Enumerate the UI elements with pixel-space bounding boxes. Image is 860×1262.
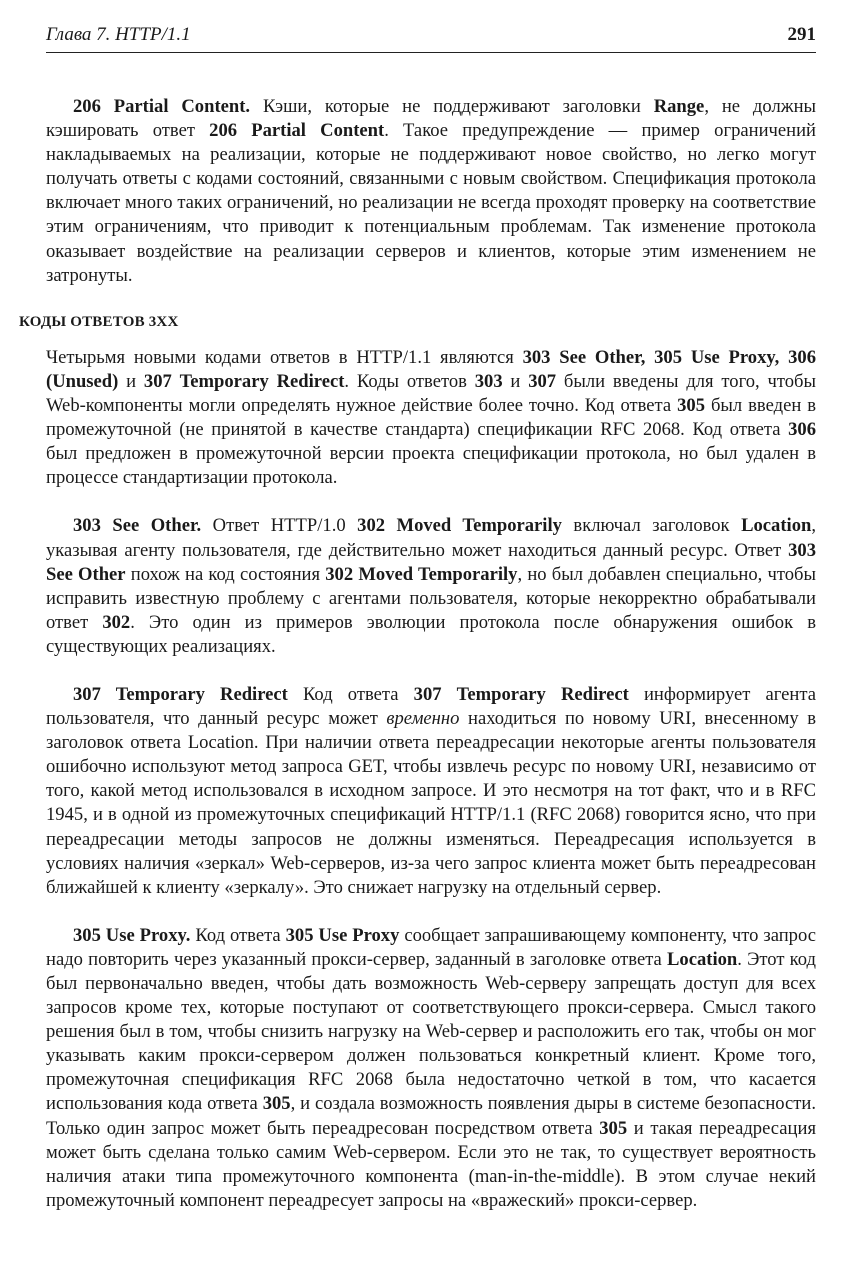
paragraph-3xx-intro — [46, 347, 816, 488]
text-run: Четырьмя новыми кодами ответов в HTTP/1.1 являются — [46, 346, 523, 368]
bold-text-run: 303 See Other. — [73, 515, 202, 537]
italic-text-run: временно — [386, 708, 460, 730]
section-heading: КОДЫ ОТВЕТОВ 3XX — [19, 313, 179, 330]
text-run: сообщает запрашивающему компоненту, что запрос надо повторить через указанный прокси-сервер, заданный в заголовке ответа — [46, 924, 816, 970]
page-number: 291 — [787, 24, 816, 45]
text-run: , указывая агенту пользователя, где действительно может находиться данный ресурс. Ответ — [46, 515, 816, 561]
text-run: , не должны кэшировать ответ — [46, 96, 817, 142]
bold-text-run: Location — [741, 515, 812, 537]
bold-text-run: 302 Moved Temporarily — [357, 515, 562, 537]
bold-text-run: 303 See Other, 305 Use Proxy, 306 (Unused) — [46, 346, 816, 392]
bold-text-run: 306 — [788, 419, 816, 441]
bold-text-run: 303 — [474, 370, 503, 392]
text-run: и такая переадресация может быть сделана только самим Web-сервером. Если это не так, то существует вероятность наличия атаки типа промежуточного компонента (man-in-the-middle). В этом случае некий промежуточный компонент переадресует запросы на «вражеский» прокси-сервер. — [46, 1117, 816, 1211]
text-run: Ответ HTTP/1.0 — [201, 515, 358, 537]
text-run: и — [118, 370, 144, 392]
bold-text-run: 307 Temporary Redirect — [413, 683, 629, 705]
text-run: . Такое предупреждение — пример ограничений накладываемых на реализации, которые не поддерживают новое свойство, но легко могут получать ответы с кодами состояний, связанными с новым свойством. Спецификация протокола включает много таких ограничений, но реализации не всегда проходят проверку на соответствие этим ограничениям, что приводит к потенциальным проблемам. Так изменение протокола оказывает воздействие на реализации серверов и клиентов, которые этим изменением не затронуты. — [46, 120, 816, 286]
bold-text-run: 305 — [599, 1117, 628, 1139]
bold-text-run: 305 Use Proxy. — [73, 924, 191, 946]
bold-text-run: 307 Temporary Redirect — [73, 683, 288, 705]
running-header — [46, 24, 816, 53]
main-text — [19, 95, 817, 1213]
paragraph-206-partial-content — [46, 95, 816, 288]
text-run: находиться по новому URI, внесенному в заголовок ответа Location. При наличии ответа переадресации некоторые агенты пользователя ошибочно используют метод запроса GET, чтобы извлечь ресурс по новому URI, независимо от того, какой метод использовался в исходном запросе. И это несмотря на тот факт, что и в RFC 1945, и в одной из промежуточных спецификаций HTTP/1.1 (RFC 2068) говорится ясно, что при переадресации методы запросов не должны изменяться. Переадресация используется в условиях наличия «зеркал» Web-серверов, из-за чего запрос клиента может быть переадресован ближайшей к клиенту «зеркалу». Это снижает нагрузку на отдельный сервер. — [46, 708, 816, 898]
bold-text-run: 305 — [677, 395, 706, 417]
text-run: . Это один из примеров эволюции протокола после обнаружения ошибок в существующих реализациях. — [46, 611, 816, 657]
bold-text-run: 206 Partial Content — [209, 120, 385, 142]
text-run: , но был добавлен специально, чтобы исправить известную проблему с агентами пользователя, которые некорректно обрабатывали ответ — [46, 563, 817, 633]
text-run: включал заголовок — [561, 515, 742, 537]
text-run: похож на код состояния — [125, 563, 326, 585]
text-run: Код ответа — [287, 683, 414, 705]
bold-text-run: Range — [653, 96, 705, 117]
bold-text-run: 303 See Other — [46, 539, 816, 585]
bold-text-run: 307 Temporary Redirect — [143, 370, 345, 392]
paragraph-3xx-intro-heading-wrapper — [19, 310, 817, 491]
bold-text-run: Location — [667, 948, 738, 970]
bold-text-run: 305 — [262, 1093, 291, 1115]
book-page — [19, 24, 817, 1213]
bold-text-run: 305 Use Proxy — [285, 924, 400, 946]
bold-text-run: 302 Moved Temporarily — [325, 563, 518, 585]
text-run: . Этот код был первоначально введен, чтобы дать возможность Web-серверу запрещать доступ для всех запросов кроме тех, которые поступают от соответствующего прокси-сервера. Смысл такого решения был в том, чтобы снизить нагрузку на Web-сервер и расположить его так, чтобы он мог указывать каким прокси-сервером должен пользоваться конкретный клиент. Кроме того, промежуточная спецификация RFC 2068 была недостаточно четкой в том, что касается использования кода ответа — [46, 948, 816, 1115]
text-run: информирует агента пользователя, что данный ресурс может — [46, 683, 816, 730]
bold-text-run: 302 — [102, 611, 131, 633]
paragraph-303-see-other — [46, 514, 816, 659]
text-run: Кэши, которые не поддерживают заголовки — [250, 96, 654, 117]
bold-text-run: 307 — [528, 370, 557, 392]
bold-text-run: 206 Partial Content. — [73, 96, 251, 117]
text-run: Код ответа — [190, 924, 286, 946]
text-run: , и создала возможность появления дыры в системе безопасности. Только один запрос может быть переадресован посредством ответа — [46, 1093, 817, 1139]
chapter-title: Глава 7. HTTP/1.1 — [46, 24, 191, 45]
text-run: был введен в промежуточной (не принятой в качестве стандарта) спецификации RFC 2068. Код ответа — [46, 395, 817, 441]
text-run: были введены для того, чтобы Web-компоненты могли определять нужное действие более точно. Код ответа — [46, 370, 817, 417]
paragraph-307-temporary-redirect — [46, 683, 816, 900]
text-run: . Коды ответов — [344, 370, 475, 392]
text-run: и — [502, 370, 529, 392]
paragraph-305-use-proxy — [46, 924, 816, 1213]
text-run: был предложен в промежуточной версии проекта спецификации протокола, но был удален в процессе стандартизации протокола. — [46, 443, 816, 489]
